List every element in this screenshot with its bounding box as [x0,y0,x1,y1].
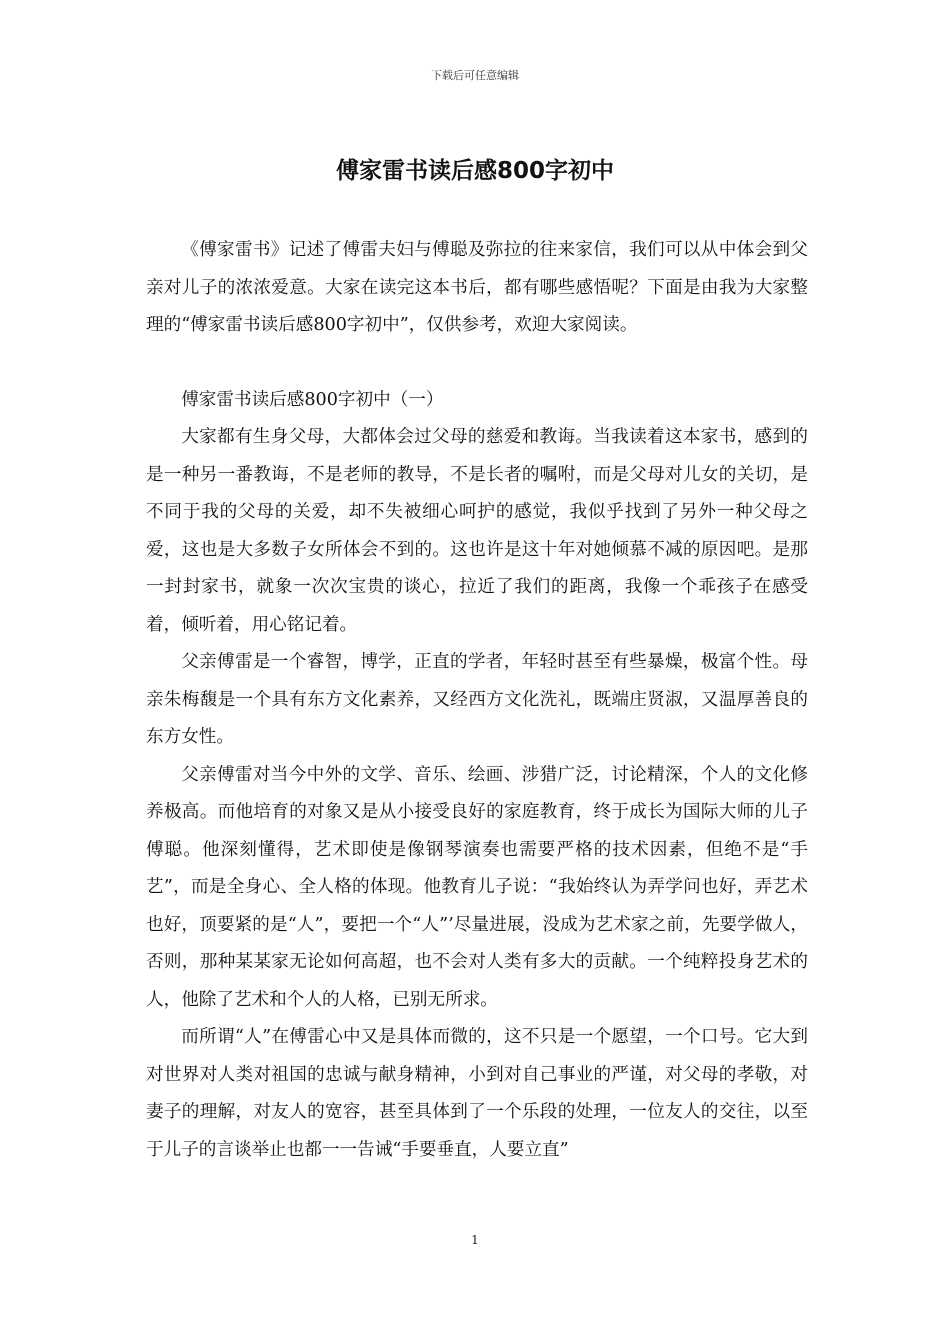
header-note: 下载后可任意编辑 [431,69,519,82]
body-paragraph-3: 父亲傅雷对当今中外的文学、音乐、绘画、涉猎广泛，讨论精深，个人的文化修养极高。而他培育的对象又是从小接受良好的家庭教育，终于成长为国际大师的儿子傅聪。他深刻懂得，艺术即使是像钢琴演奏也需要严格的技术因素，但绝不是“手艺”，而是全身心、全人格的体现。他教育儿子说：“我始终认为弄学问也好，弄艺术也好，顶要紧的是“人”，要把一个“人”’尽量进展，没成为艺术家之前，先要学做人，否则，那种某某家无论如何高超，也不会对人类有多大的贡献。一个纯粹投身艺术的人，他除了艺术和个人的人格，已别无所求。 [146,764,808,1010]
intro-paragraph: 《傅家雷书》记述了傅雷夫妇与傅聪及弥拉的往来家信，我们可以从中体会到父亲对儿子的浓浓爱意。大家在读完这本书后，都有哪些感悟呢？下面是由我为大家整理的“傅家雷书读后感800字初中”，仅供参考，欢迎大家阅读。 [146,240,808,335]
document-title: 傅家雷书读后感800字初中 [335,158,614,184]
body-paragraph-4: 而所谓“人”在傅雷心中又是具体而微的，这不只是一个愿望，一个口号。它大到对世界对人类对祖国的忠诚与献身精神，小到对自己事业的严谨，对父母的孝敬，对妻子的理解，对友人的宽容，甚至具体到了一个乐段的处理，一位友人的交往，以至于儿子的言谈举止也都一一告诫“手要垂直，人要立直” [146,1027,808,1160]
body-paragraph-2: 父亲傅雷是一个睿智，博学，正直的学者，年轻时甚至有些暴燥，极富个性。母亲朱梅馥是一个具有东方文化素养，又经西方文化洗礼，既端庄贤淑，又温厚善良的东方女性。 [146,652,808,747]
section-heading: 傅家雷书读后感800字初中（一） [181,389,444,410]
document-body [146,232,808,1169]
body-paragraph-1: 大家都有生身父母，大都体会过父母的慈爱和教诲。当我读着这本家书，感到的是一种另一番教诲，不是老师的教导，不是长者的嘱咐，而是父母对儿女的关切，是不同于我的父母的关爱，却不失被细心呵护的感觉，我似乎找到了另外一种父母之爱，这也是大多数子女所体会不到的。这也许是这十年对她倾慕不减的原因吧。是那一封封家书，就象一次次宝贵的谈心，拉近了我们的距离，我像一个乖孩子在感受着，倾听着，用心铭记着。 [146,427,808,635]
page-number: 1 [471,1233,479,1247]
